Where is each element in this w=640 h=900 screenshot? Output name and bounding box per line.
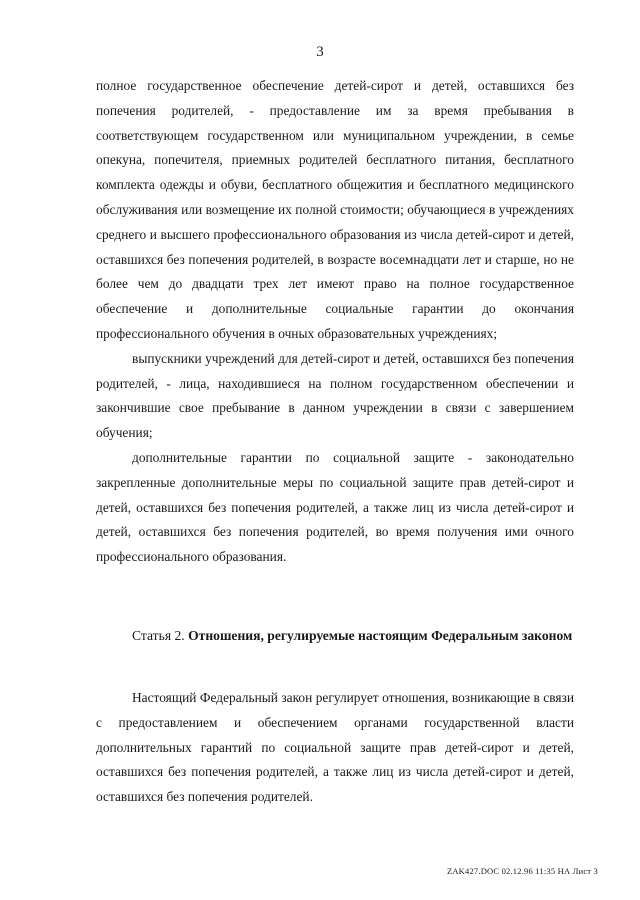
definitions-section [96,74,574,570]
article-number: Статья 2. [132,628,189,643]
article-paragraph: Настоящий Федеральный закон регулирует отношения, возникающие в связи с предоставлением и обеспечением органами государственной власти дополнительных гарантий по социальной защите прав детей-сирот и детей, оставшихся без попечения родителей, а также лиц из числа детей-сирот и детей, оставшихся без попечения родителей. [96,690,574,805]
document-footer: ZAK427.DOC 02.12.96 11:35 НА Лист 3 [446,866,598,876]
paragraph-graduates: выпускники учреждений для детей-сирот и детей, оставшихся без попечения родителей, - лица, находившиеся на полном государственном обеспечении и закончившие свое пребывание в данном учреждении в связи с завершением обучения; [96,350,574,441]
article-title: Отношения, регулируемые настоящим Федеральным законом [188,628,573,643]
paragraph-full-state-support: полное государственное обеспечение детей-сирот и детей, оставшихся без попечения родителей, - предоставление им за время пребывания в соответствующем государственном или муниципальном учреждении, в семье опекуна, попечителя, приемных родителей бесплатного питания, бесплатного комплекта одежды и обуви, бесплатного общежития и бесплатного медицинского обслуживания или возмещение их полной стоимости; обучающиеся в учреждениях среднего и высшего профессионального образования из числа детей-сирот и детей, оставшихся без попечения родителей, в возрасте восемнадцати лет и старше, но не более чем до двадцати трех лет имеют право на полное государственное обеспечение и дополнительные социальные гарантии до окончания профессионального обучения в очных образовательных учреждениях; [96,78,574,341]
article-heading [96,628,574,644]
article-body [96,686,574,810]
paragraph-additional-guarantees: дополнительные гарантии по социальной защите - законодательно закрепленные дополнительные меры по социальной защите прав детей-сирот и детей, оставшихся без попечения родителей, а также лиц из числа детей-сирот и детей, оставшихся без попечения родителей, во время получения ими очного профессионального образования. [96,449,574,565]
page-number: 3 [316,44,324,60]
